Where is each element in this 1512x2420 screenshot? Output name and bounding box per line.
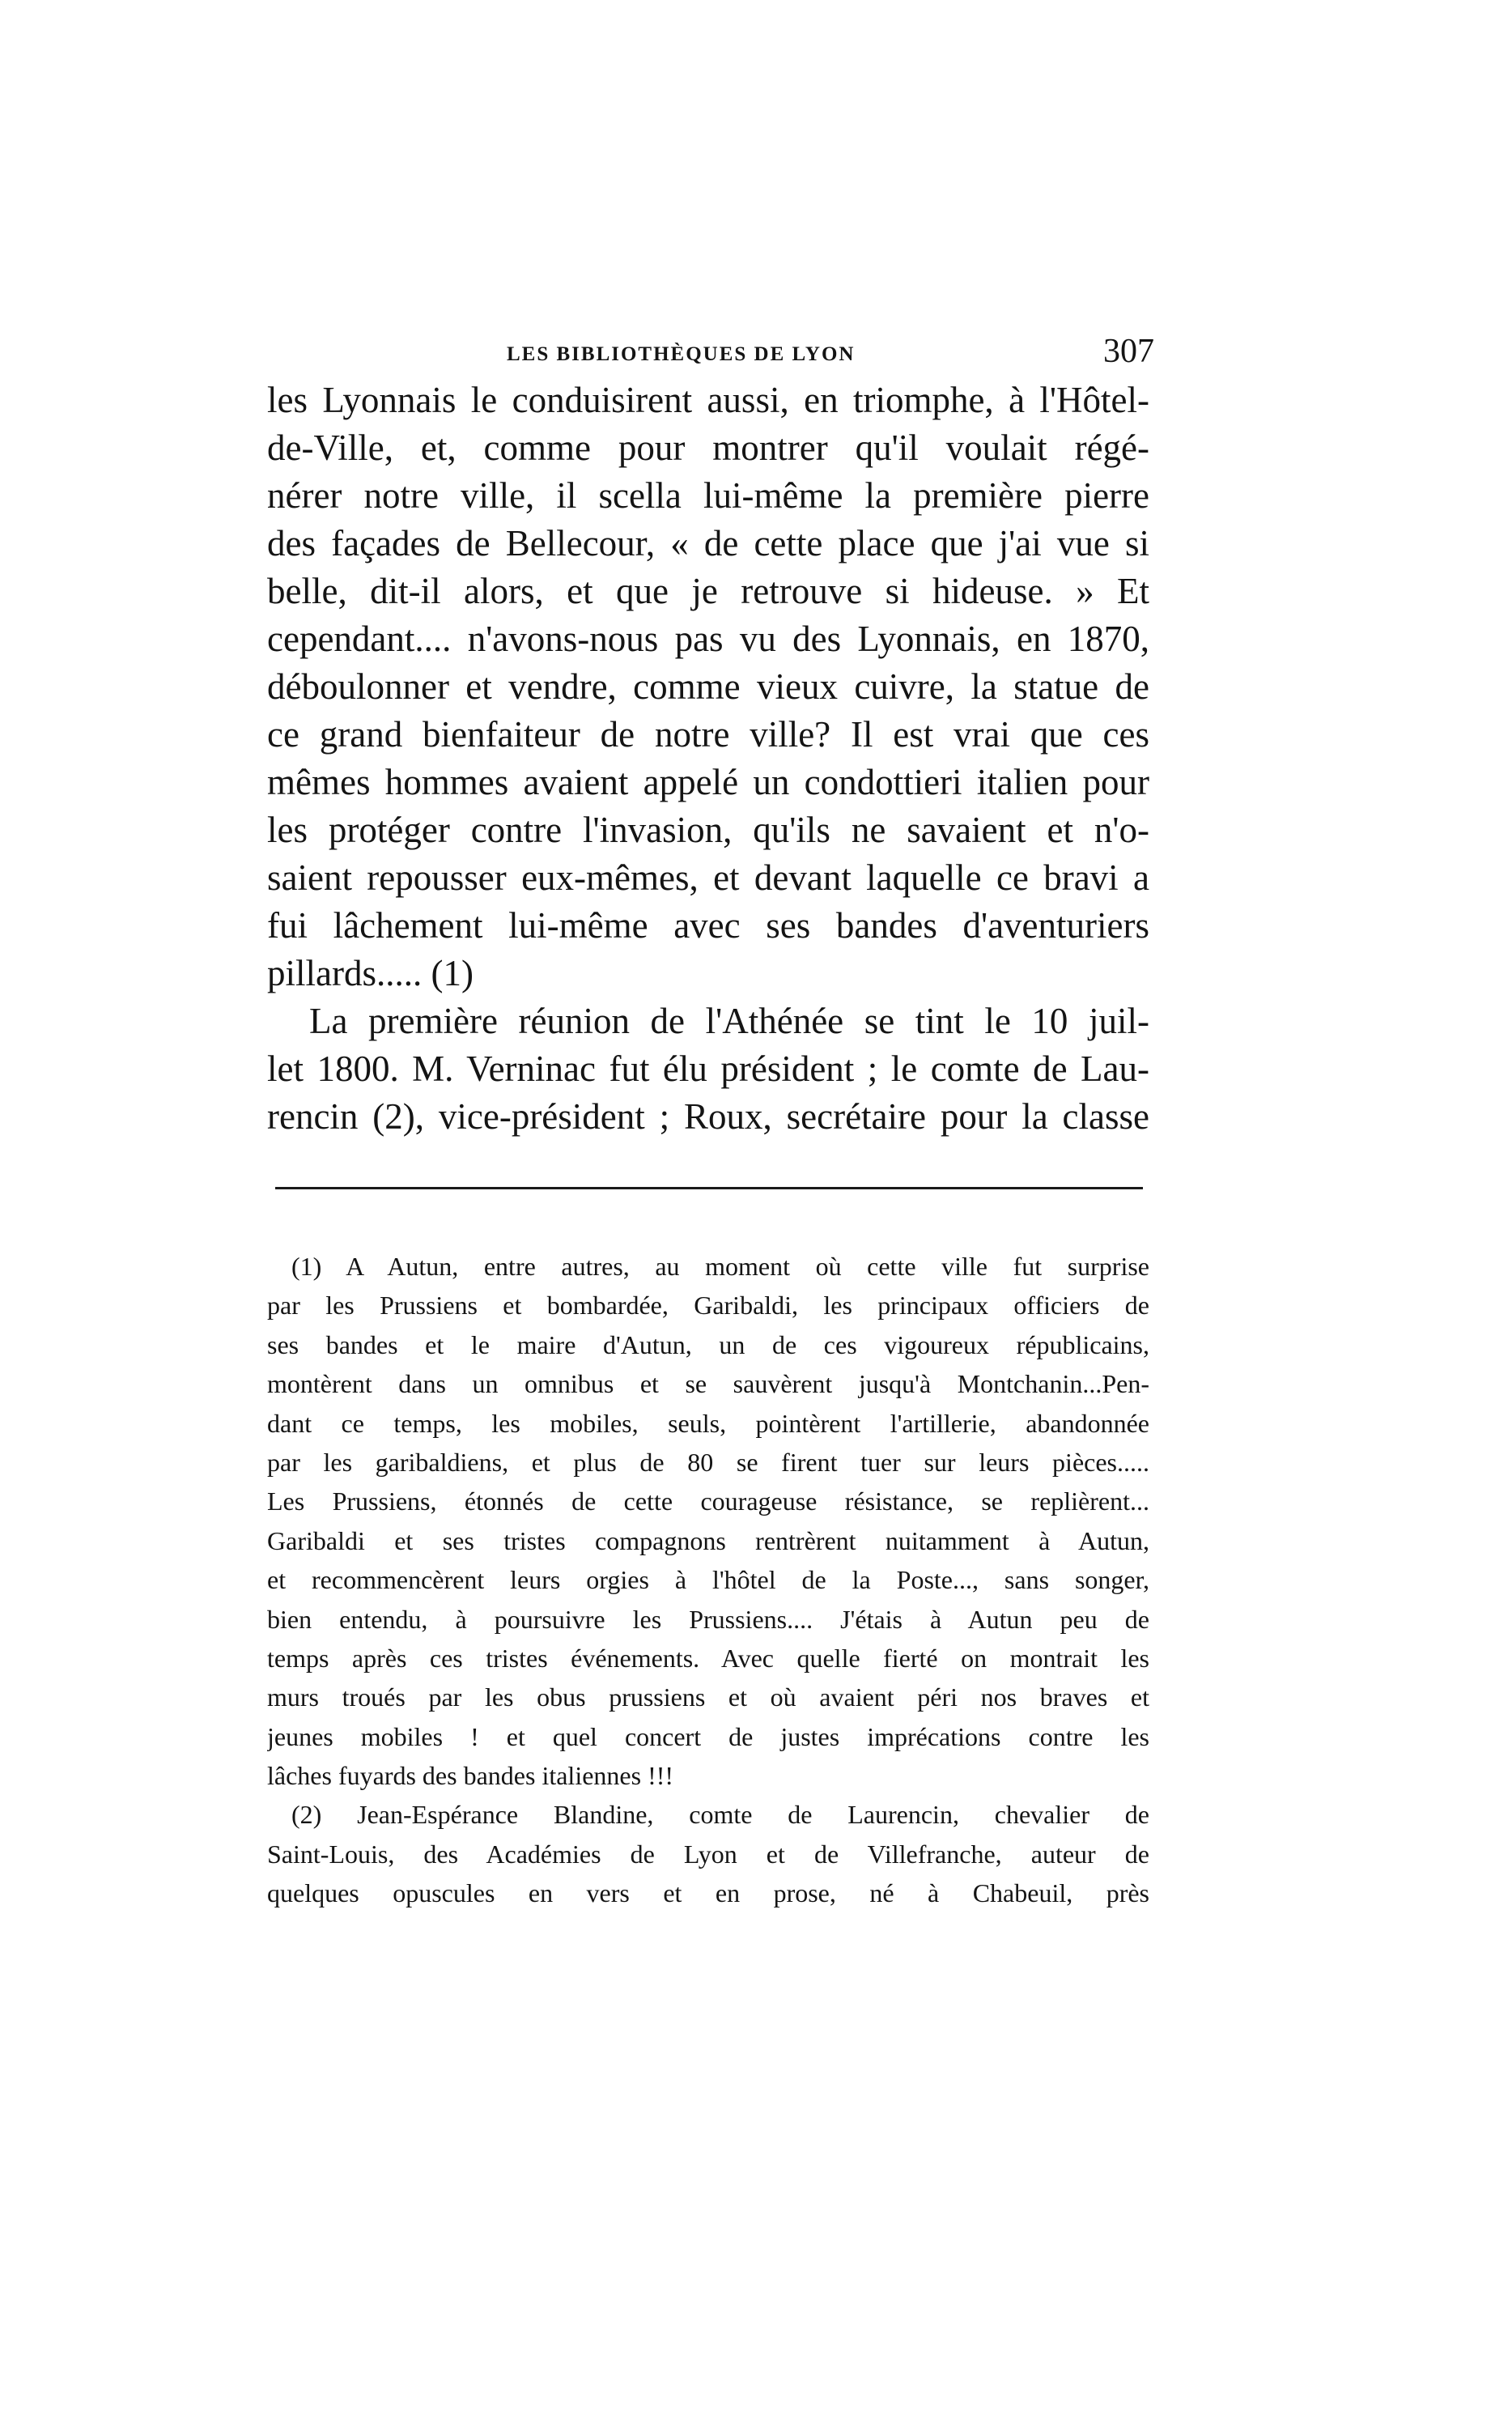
body-line: déboulonner et vendre, comme vieux cuivre, la statue de (267, 666, 1149, 707)
running-head (507, 332, 1154, 381)
body-line: saient repousser eux-mêmes, et devant laquelle ce bravi a (267, 857, 1149, 898)
footnote-line: et recommencèrent leurs orgies à l'hôtel de la Poste..., sans songer, (267, 1565, 1149, 1595)
body-line: mêmes hommes avaient appelé un condottieri italien pour (267, 762, 1149, 802)
footnote-line: dant ce temps, les mobiles, seuls, pointèrent l'artillerie, abandonnée (267, 1408, 1149, 1438)
footnote-rule (275, 1187, 1143, 1189)
footnote-line: par les Prussiens et bombardée, Garibaldi, les principaux officiers de (267, 1291, 1149, 1321)
footnote-line: Saint-Louis, des Académies de Lyon et de Villefranche, auteur de (267, 1839, 1149, 1869)
footnote-line: bien entendu, à poursuivre les Prussiens.... J'étais à Autun peu de (267, 1604, 1149, 1634)
body-line: fui lâchement lui-même avec ses bandes d'aventuriers (267, 905, 1149, 946)
footnote-line: lâches fuyards des bandes italiennes !!! (267, 1761, 674, 1791)
running-title: LES BIBLIOTHÈQUES DE LYON (507, 343, 856, 365)
footnote-line: quelques opuscules en vers et en prose, né à Chabeuil, près (267, 1878, 1149, 1908)
footnote-line: Garibaldi et ses tristes compagnons rentrèrent nuitamment à Autun, (267, 1525, 1149, 1555)
body-line: les protéger contre l'invasion, qu'ils ne savaient et n'o- (267, 810, 1149, 850)
footnote-line: Les Prussiens, étonnés de cette courageuse résistance, se replièrent... (267, 1486, 1149, 1516)
page-number: 307 (1103, 333, 1154, 370)
body-line: La première réunion de l'Athénée se tint le 10 juil- (309, 1001, 1149, 1041)
footnote-line: jeunes mobiles ! et quel concert de justes imprécations contre les (267, 1721, 1149, 1751)
footnote-line: montèrent dans un omnibus et se sauvèrent jusqu'à Montchanin...Pen- (267, 1369, 1149, 1399)
body-line: ce grand bienfaiteur de notre ville? Il est vrai que ces (267, 714, 1149, 755)
footnote-line: ses bandes et le maire d'Autun, un de ces vigoureux républicains, (267, 1329, 1149, 1359)
footnote-line: (1) A Autun, entre autres, au moment où cette ville fut surprise (291, 1252, 1149, 1281)
body-line: let 1800. M. Verninac fut élu président ; le comte de Lau- (267, 1048, 1149, 1089)
body-line: belle, dit-il alors, et que je retrouve si hideuse. » Et (267, 571, 1149, 611)
footnote-line: par les garibaldiens, et plus de 80 se firent tuer sur leurs pièces..... (267, 1447, 1149, 1477)
body-line: cependant.... n'avons-nous pas vu des Lyonnais, en 1870, (267, 619, 1149, 659)
footnote-line: murs troués par les obus prussiens et où avaient péri nos braves et (267, 1682, 1149, 1712)
body-line: les Lyonnais le conduisirent aussi, en triomphe, à l'Hôtel- (267, 380, 1149, 420)
body-line: nérer notre ville, il scella lui-même la première pierre (267, 475, 1149, 516)
body-line: pillards..... (1) (267, 953, 474, 993)
footnotes (267, 1247, 1149, 1913)
body-line: rencin (2), vice-président ; Roux, secrétaire pour la classe (267, 1096, 1149, 1137)
body-text (267, 376, 1149, 1141)
footnote-line: (2) Jean-Espérance Blandine, comte de Laurencin, chevalier de (291, 1800, 1149, 1830)
body-line: de-Ville, et, comme pour montrer qu'il voulait régé- (267, 427, 1149, 468)
body-line: des façades de Bellecour, « de cette place que j'ai vue si (267, 523, 1149, 564)
footnote-line: temps après ces tristes événements. Avec quelle fierté on montrait les (267, 1643, 1149, 1673)
